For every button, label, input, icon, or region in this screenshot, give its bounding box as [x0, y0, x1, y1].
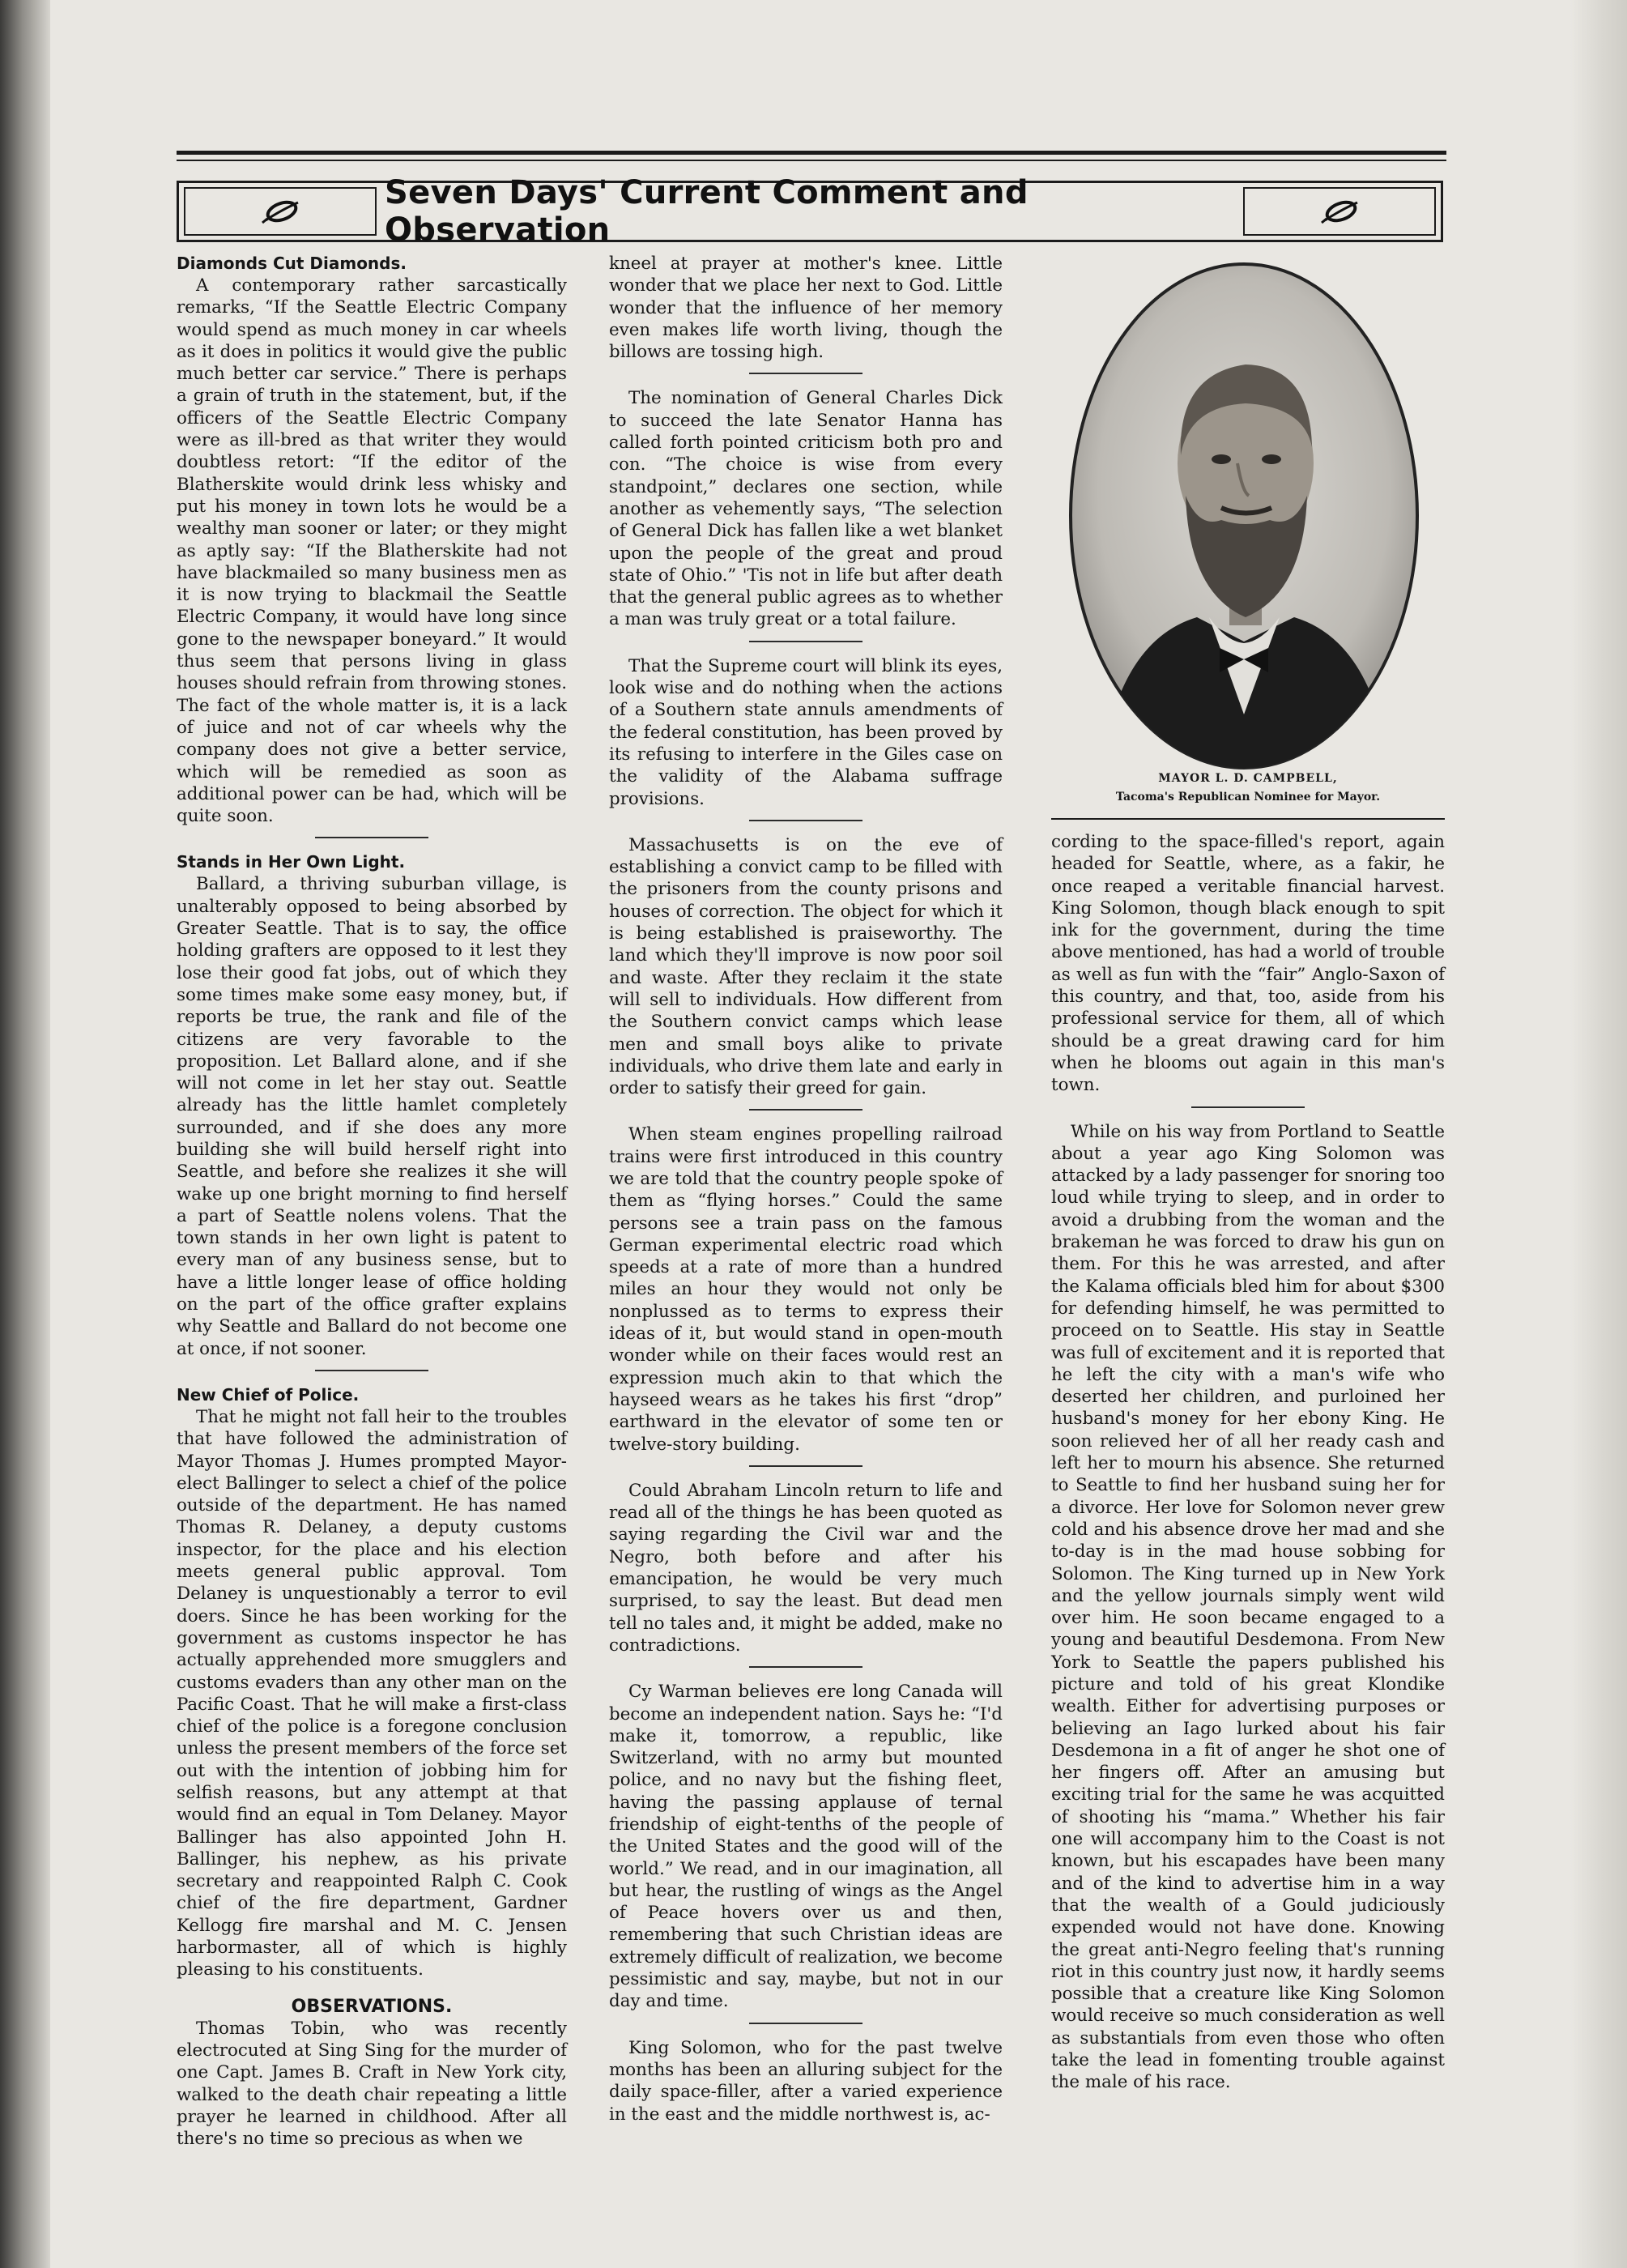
portrait-caption-subtitle: Tacoma's Republican Nominee for Mayor.: [1115, 791, 1381, 804]
section-separator: [749, 2023, 862, 2024]
article-heading: Diamonds Cut Diamonds.: [177, 254, 407, 273]
section-separator: [749, 1465, 862, 1467]
article-paragraph: cording to the space-filled's report, again headed for Seattle, where, as a fakir, he once reaped a veritable financial harvest. King Solomon, though black enough to spit ink for the government, during the time above mentioned, has had a world of trouble as well as fun with the “fair” Anglo-Saxon of this country, and that, too, aside from his professional service for them, all of which should be a great drawing card for him when he blooms out again in this man's town.: [1051, 832, 1445, 1096]
section-separator: [749, 1109, 862, 1111]
top-rule-thin: [177, 160, 1446, 161]
top-rule-thick: [177, 151, 1446, 155]
column-1: [177, 253, 567, 2150]
masthead-title: Seven Days' Current Comment and Observation: [385, 174, 1029, 249]
article-paragraph: That the Supreme court will blink its eyes, look wise and do nothing when the actions of a Southern state annuls amendments of the federal constitution, has been proved by its refusing to interfere in the Giles case on the validity of the Alabama suffrage provisions.: [609, 655, 1003, 809]
section-separator: [315, 837, 428, 838]
masthead: [177, 174, 1443, 249]
page-binding-shadow: [0, 0, 50, 2268]
section-separator: [315, 1370, 428, 1371]
column-3-rule: [1051, 818, 1445, 820]
portrait-caption-name: MAYOR L. D. CAMPBELL,: [1158, 772, 1338, 785]
portrait-image: [1067, 261, 1420, 771]
column-2: [609, 253, 1003, 2125]
article-paragraph: Ballard, a thriving suburban village, is unalterably opposed to being absorbed by Greater Seattle. That is to say, the office holding grafters are opposed to it lest they lose their good fat jobs, out of which they some times make some easy money, but, if reports be true, the rank and file of the citizens are very favorable to the proposition. Let Ballard alone, and if she will not come in let her stay out. Seattle already has the little hamlet completely surrounded, and if she does any more building she will build herself right into Seattle, and before she realizes it she will wake up one bright morning to find herself a part of Seattle nolens volens. That the town stands in her own light is patent to every man of any business sense, but to have a little longer lease of office holding on the part of the office grafter explains why Seattle and Ballard do not become one at once, if not sooner.: [177, 874, 567, 1359]
masthead-ornament-right: [1243, 187, 1436, 236]
section-separator: [749, 373, 862, 374]
article-paragraph: Cy Warman believes ere long Canada will become an independent nation. Says he: “I'd make it, tomorrow, a republic, like Switzerland, with no army but mounted police, and no navy but the fishing fleet, having the passing applause of ternal friendship of eight-tenths of the people of the United States and the good will of the world.” We read, and in our imagination, all but hear, the rustling of wings as the Angel of Peace hovers over us and then, remembering that such Christian ideas are extremely difficult of realization, we become pessimistic and say, maybe, but not in our day and time.: [609, 1682, 1003, 2012]
article-paragraph: Massachusetts is on the eve of establishing a convict camp to be filled with the prisoners from the county prisons and houses of correction. The object for which it is being established is praiseworthy. The land which they'll improve is now poor soil and waste. After they reclaim it the state will sell to individuals. How different from the Southern convict camps which lease men and small boys alike to private individuals, who drive them late and early in order to satisfy their greed for gain.: [609, 834, 1003, 1099]
page-edge-shadow: [1570, 0, 1627, 2268]
leaf-ornament-icon: [256, 198, 305, 225]
section-separator: [749, 1666, 862, 1668]
article-paragraph: Could Abraham Lincoln return to life and read all of the things he has been quoted as saying regarding the Civil war and the Negro, both before and after his emancipation, he would be very much surprised, to say the least. But dead men tell no tales and, it might be added, make no contradictions.: [609, 1480, 1003, 1656]
masthead-ornament-left: [184, 187, 377, 236]
article-paragraph: A contemporary rather sarcastically remarks, “If the Seattle Electric Company would spend as much money in car wheels as it does in politics it would give the public much better car service.” There is perhaps a grain of truth in the statement, but, if the officers of the Seattle Electric Company were as ill-bred as that writer they would doubtless retort: “If the editor of the Blatherskite would drink less whisky and put his money in town lots he would be a wealthy man sooner or later; or they might as aptly say: “If the Blatherskite had not have blackmailed so many business men as it is now trying to blackmail the Seattle Electric Company, it would have long since gone to the newspaper boneyard.” It would thus seem that persons living in glass houses should refrain from throwing stones. The fact of the whole matter is, it is a lack of juice and not of car wheels why the company does not give a better service, which will be remedied as soon as additional power can be had, which will be quite soon.: [177, 275, 567, 827]
article-paragraph: Thomas Tobin, who was recently electrocuted at Sing Sing for the murder of one Capt. James B. Craft in New York city, walked to the death chair repeating a little prayer he learned in childhood. After all there's no time so precious as when we: [177, 2018, 567, 2150]
portrait-photo: [1067, 261, 1420, 771]
section-heading-observations: OBSERVATIONS.: [291, 1996, 453, 2017]
article-paragraph: That he might not fall heir to the troubles that have followed the administration of Mayor Thomas J. Humes prompted Mayor-elect Ballinger to select a chief of the police outside of the department. He has named Thomas R. Delaney, a deputy customs inspector, for the place and his election meets general public approval. Tom Delaney is unquestionably a terror to evil doers. Since he has been working for the government as customs inspector he has actually apprehended more smugglers and customs evaders than any other man on the Pacific Coast. That he will make a first-class chief of the police is a foregone conclusion unless the present members of the force set out with the intention of jobbing him for selfish reasons, but any attempt at that would find an equal in Tom Delaney. Mayor Ballinger has also appointed John H. Ballinger, his nephew, as his private secretary and reappointed Ralph C. Cook chief of the fire department, Gardner Kellogg fire marshal and M. C. Jensen harbormaster, all of which is highly pleasing to his constituents.: [177, 1406, 567, 1980]
leaf-ornament-icon: [1315, 198, 1364, 225]
section-separator: [749, 641, 862, 642]
article-heading: Stands in Her Own Light.: [177, 852, 406, 872]
article-paragraph: The nomination of General Charles Dick to succeed the late Senator Hanna has called forth pointed criticism both pro and con. “The choice is wise from every standpoint,” declares one section, while another as vehemently says, “The selection of General Dick has fallen like a wet blanket upon the people of the great and proud state of Ohio.” 'Tis not in life but after death that the general public agrees as to whether a man was truly great or a total failure.: [609, 388, 1003, 630]
column-3: [1051, 831, 1445, 2094]
article-paragraph: When steam engines propelling railroad trains were first introduced in this country we are told that the country people spoke of them as “flying horses.” Could the same persons see a train pass on the famous German experimental electric road which speeds at a rate of more than a hundred miles an hour they would not only be nonplussed as to terms to express their ideas of it, but would stand in open-mouth wonder while on their faces would rest an expression much akin to that which the hayseed wears as he takes his first “drop” earthward in the elevator of some ten or twelve-story building.: [609, 1124, 1003, 1455]
article-paragraph: kneel at prayer at mother's knee. Little wonder that we place her next to God. Little wonder that the influence of her memory even makes life worth living, though the billows are tossing high.: [609, 254, 1003, 363]
article-paragraph: While on his way from Portland to Seattle about a year ago King Solomon was attacked by a lady passenger for snoring too loud while trying to sleep, and in order to avoid a drubbing from the woman and the brakeman he was forced to draw his gun on them. For this he was arrested, and after the Kalama officials bled him for about $300 for defending himself, he was permitted to proceed on to Seattle. His stay in Seattle was full of excitement and it is reported that he left the city with a man's wife who deserted her children, and purloined her husband's money for her ebony King. He soon relieved her of all her ready cash and left her to mourn his absence. She returned to Seattle to find her husband suing her for a divorce. Her love for Solomon never grew cold and his absence drove her mad and she to-day is in the mad house sobbing for Solomon. The King turned up in New York and the yellow journals simply went wild over him. He soon became engaged to a young and beautiful Desdemona. From New York to Seattle the papers published his picture and told of his great Klondike wealth. Either for advertising purposes or believing an Iago lurked about his fair Desdemona in a fit of anger he shot one of her fingers off. After an amusing but exciting trial for the same he was acquitted of shooting his “mama.” Whether his fair one will accompany him to the Coast is not known, but his escapades have been many and of the kind to advertise him in a way that the wealth of a Gould judiciously expended would not have done. Knowing the great anti-Negro feeling that's running riot in this country just now, it hardly seems possible that a creature like King Solomon would receive so much consideration as well as substantials from even those who often take the lead in fomenting trouble against the male of his race.: [1051, 1121, 1445, 2093]
article-paragraph: King Solomon, who for the past twelve months has been an alluring subject for the daily space-filler, after a varied experience in the east and the middle northwest is, ac-: [609, 2037, 1003, 2125]
section-separator: [1191, 1106, 1305, 1108]
article-heading: New Chief of Police.: [177, 1384, 360, 1405]
section-separator: [749, 820, 862, 821]
